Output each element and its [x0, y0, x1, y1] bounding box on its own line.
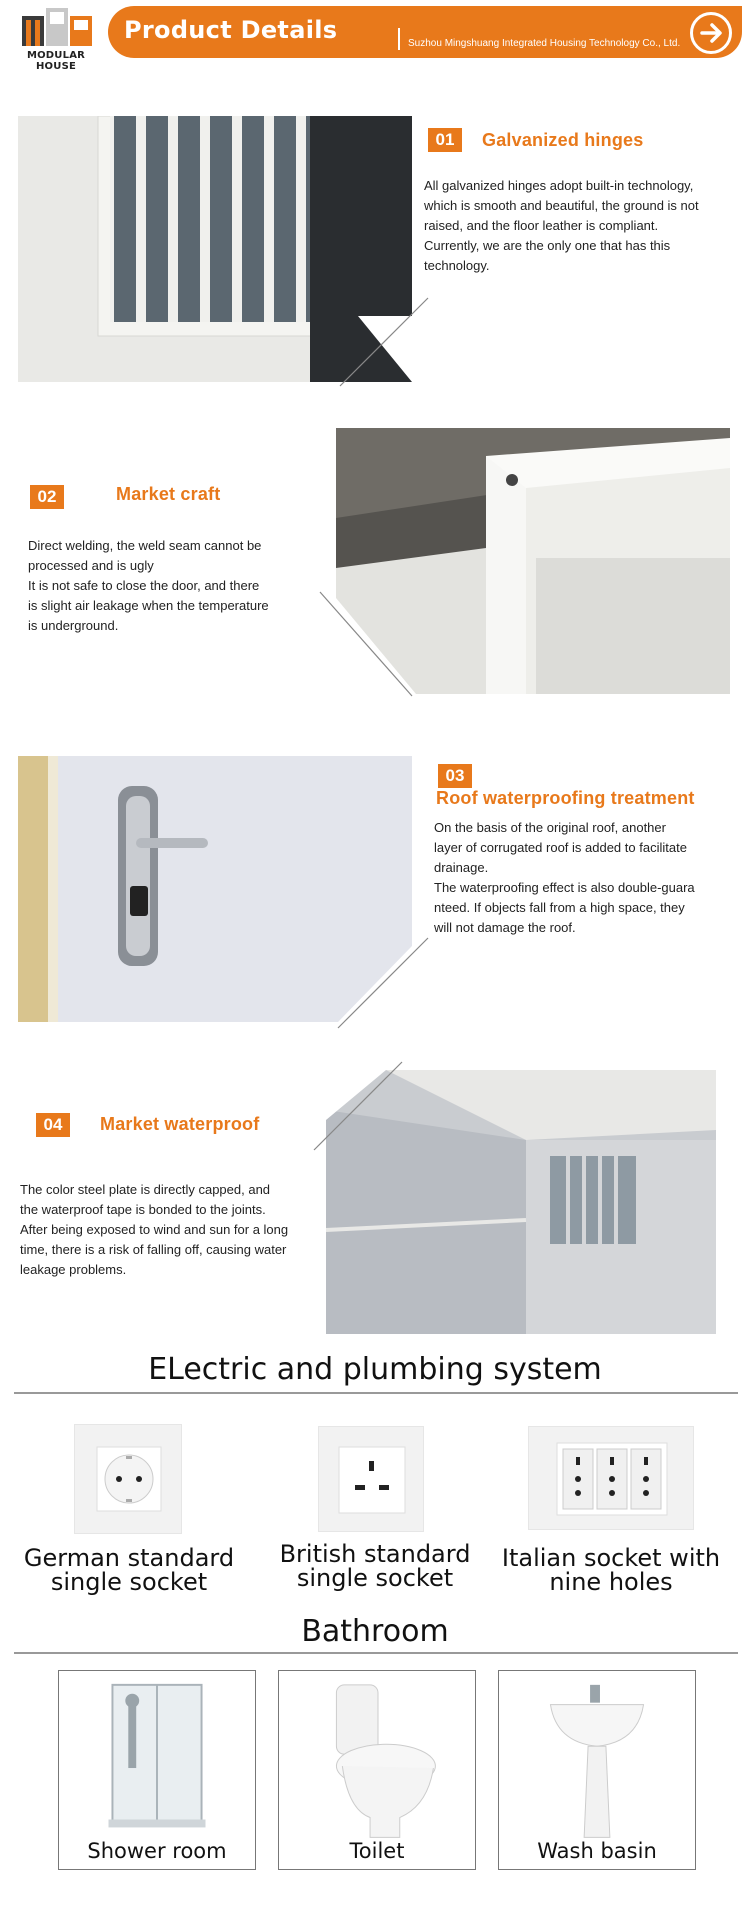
feature-01-title: Galvanized hinges: [482, 130, 644, 150]
feature-02-title: Market craft: [116, 484, 221, 504]
logo-text: MODULAR HOUSE: [26, 50, 86, 72]
section-divider: [14, 1392, 738, 1394]
feature-01-number: 01: [428, 128, 462, 152]
feature-03-description: On the basis of the original roof, another layer of corrugated roof is added to facilitate drainage. The waterproofing effect is also double-guara nteed. If objects fall from a high space, they will not damage the roof.: [434, 820, 695, 935]
electric-section-title: ELectric and plumbing system: [148, 1352, 602, 1387]
bathroom-section-title: Bathroom: [301, 1614, 449, 1649]
banner-divider: [398, 28, 400, 50]
decor-line: [330, 296, 430, 392]
british-socket-image: [318, 1426, 424, 1532]
italian-socket-label-1: Italian socket with: [501, 1544, 721, 1572]
feature-03-number: 03: [438, 764, 472, 788]
shower-room-card: [58, 1670, 256, 1870]
logo-mark-icon: [22, 6, 92, 46]
italian-socket-image: [528, 1426, 694, 1530]
decor-line: [330, 936, 430, 1032]
feature-02-number: 02: [30, 485, 64, 509]
page-header: [0, 0, 750, 72]
german-socket-label-1: German standard: [23, 1544, 235, 1572]
toilet-label: Toilet: [349, 1839, 405, 1863]
brand-logo: [8, 6, 104, 72]
section-divider: [14, 1652, 738, 1654]
page-title: Product Details: [124, 16, 338, 44]
british-socket-label-1: British standard: [279, 1540, 471, 1568]
german-socket-label-2: single socket: [50, 1568, 208, 1596]
shower-room-label: Shower room: [87, 1839, 227, 1863]
feature-04-description: The color steel plate is directly capped, and the waterproof tape is bonded to the joints. After being exposed to wind and sun for a long time, there is a risk of falling off, causing water leakage problems.: [20, 1182, 289, 1277]
decor-line: [316, 590, 416, 700]
british-socket-label-2: single socket: [296, 1564, 454, 1592]
feature-03-title: Roof waterproofing treatment: [436, 788, 695, 808]
italian-socket-label-2: nine holes: [549, 1568, 673, 1596]
wash-basin-label: Wash basin: [537, 1839, 657, 1863]
feature-04-number: 04: [36, 1113, 70, 1137]
toilet-card: [278, 1670, 476, 1870]
feature-01-description: All galvanized hinges adopt built-in technology, which is smooth and beautiful, the ground is not raised, and the floor leather is compliant. Currently, we are the only one that has this technology.: [424, 178, 699, 273]
decor-line: [310, 1058, 410, 1158]
title-banner: [108, 6, 742, 58]
wash-basin-card: [498, 1670, 696, 1870]
feature-02-description: Direct welding, the weld seam cannot be processed and is ugly It is not safe to close the door, and there is slight air leakage when the temperature is underground.: [28, 538, 269, 633]
arrow-right-circle-icon[interactable]: [690, 12, 732, 54]
feature-04-title: Market waterproof: [100, 1114, 260, 1134]
company-name: Suzhou Mingshuang Integrated Housing Technology Co., Ltd.: [408, 38, 681, 49]
german-socket-image: [74, 1424, 182, 1534]
